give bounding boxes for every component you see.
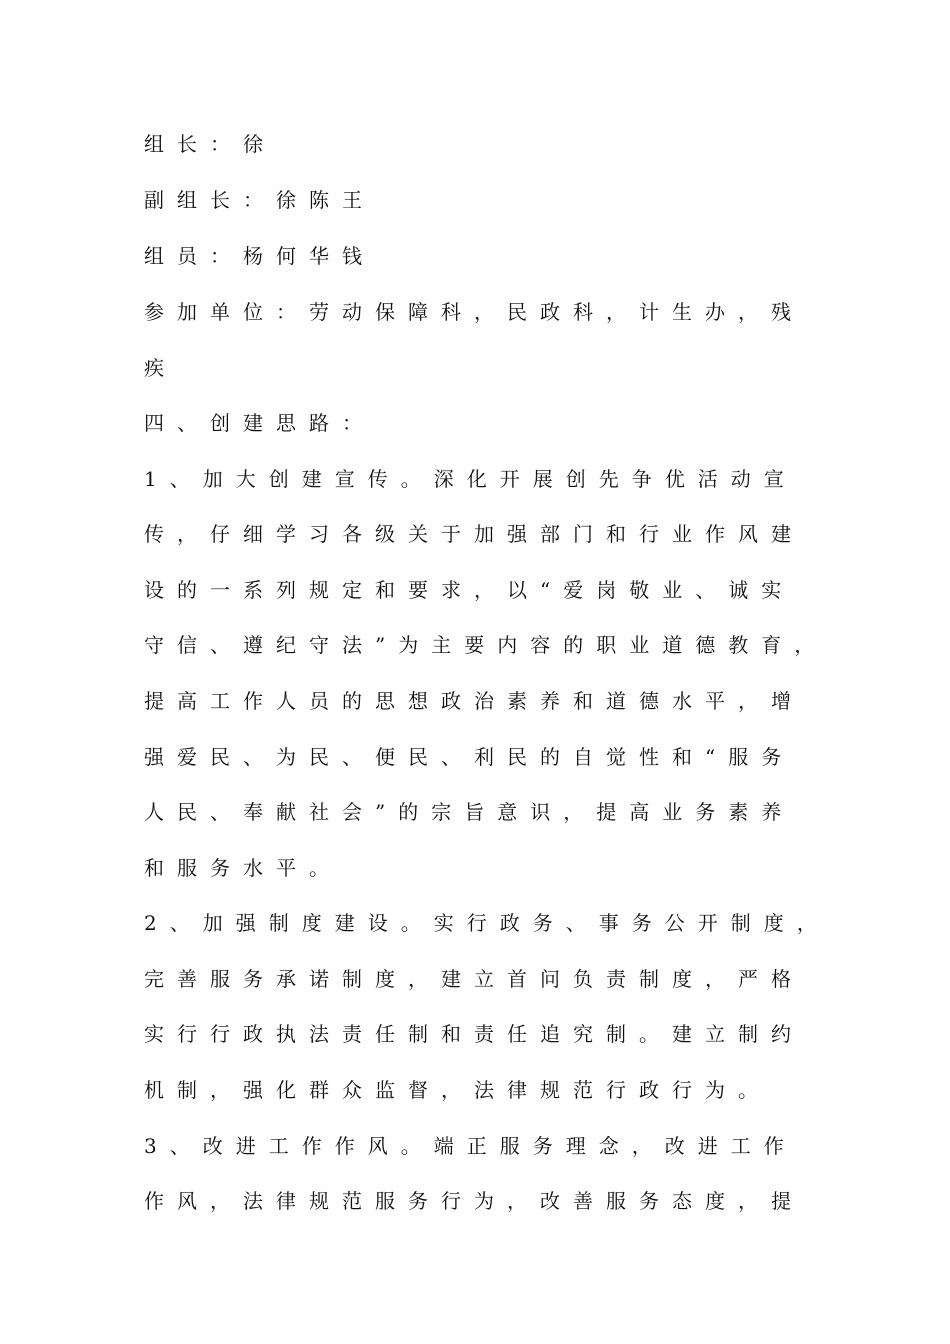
- text-line: 机制，强化群众监督，法律规范行政行为。: [144, 1078, 771, 1102]
- text-line: 人民、奉献社会”的宗旨意识，提高业务素养: [144, 800, 795, 824]
- text-line: 1、加大创建宣传。深化开展创先争优活动宣: [144, 467, 797, 491]
- text-line: 疾: [144, 356, 177, 380]
- text-line: 2、加强制度建设。实行政务、事务公开制度，: [144, 911, 830, 935]
- section-heading: 四、创建思路：: [144, 411, 375, 435]
- text-line: 3、改进工作作风。端正服务理念，改进工作: [144, 1134, 797, 1158]
- text-line: 强爱民、为民、便民、利民的自觉性和“服务: [144, 745, 795, 769]
- text-line: 作风，法律规范服务行为，改善服务态度，提: [144, 1189, 804, 1213]
- text-line: 设的一系列规定和要求，以“爱岗敬业、诚实: [144, 578, 795, 602]
- text-line: 副组长：徐陈王: [144, 188, 375, 212]
- text-line: 实行行政执法责任制和责任追究制。建立制约: [144, 1022, 804, 1046]
- text-line: 守信、遵纪守法”为主要内容的职业道德教育，: [144, 633, 828, 657]
- text-line: 传，仔细学习各级关于加强部门和行业作风建: [144, 522, 804, 546]
- text-line: 完善服务承诺制度，建立首问负责制度，严格: [144, 967, 804, 991]
- text-line: 组员：杨何华钱: [144, 244, 375, 268]
- text-line: 提高工作人员的思想政治素养和道德水平，增: [144, 689, 804, 713]
- text-line: 和服务水平。: [144, 856, 342, 880]
- text-line: 组长：徐: [144, 132, 276, 156]
- text-line: 参加单位：劳动保障科，民政科，计生办，残: [144, 300, 804, 324]
